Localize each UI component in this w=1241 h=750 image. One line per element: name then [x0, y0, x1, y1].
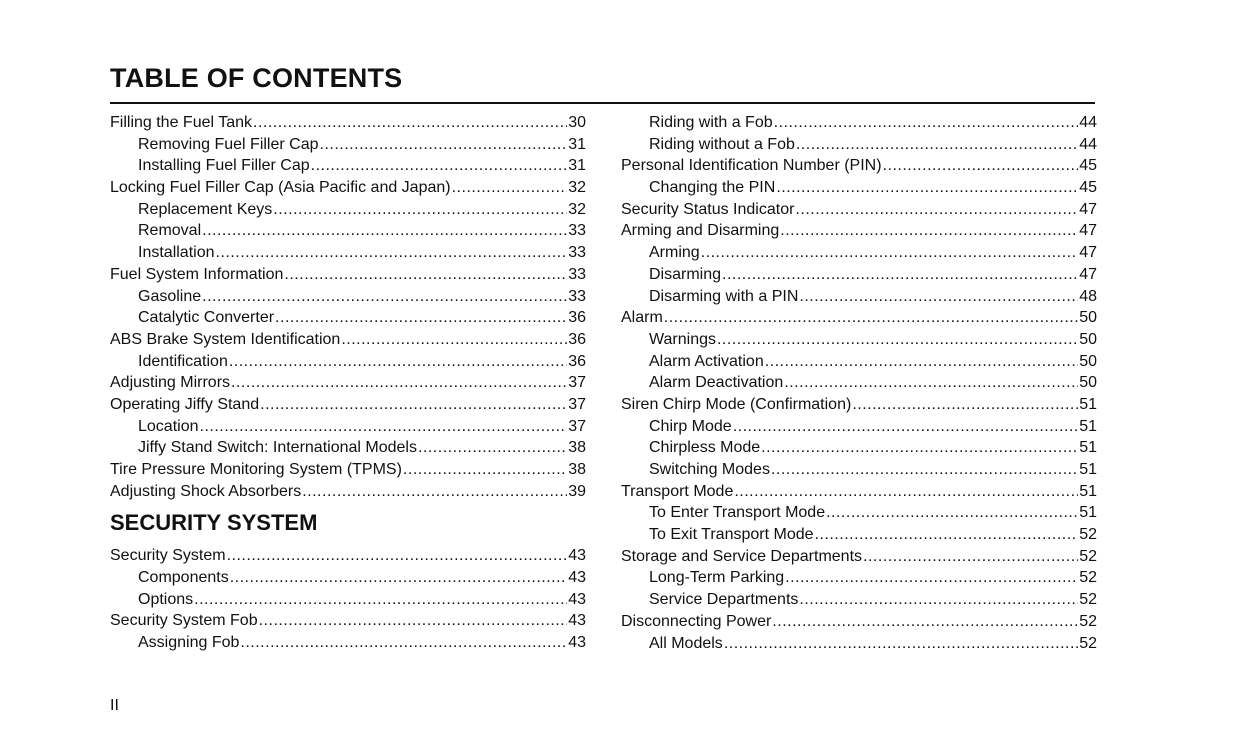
- toc-entry-label: Siren Chirp Mode (Confirmation): [621, 395, 852, 413]
- toc-entry[interactable]: [621, 546, 1097, 568]
- toc-entry-page: 51: [1079, 395, 1097, 413]
- toc-entry-page: 47: [1079, 265, 1097, 283]
- dot-leader: [230, 567, 567, 589]
- toc-entry[interactable]: [110, 459, 586, 481]
- toc-entry[interactable]: [110, 567, 586, 589]
- toc-entry-label: Chirpless Mode: [649, 439, 761, 457]
- toc-entry-page: 52: [1079, 569, 1097, 587]
- toc-entry[interactable]: [621, 351, 1097, 373]
- toc-entry[interactable]: [621, 242, 1097, 264]
- dot-leader: [883, 155, 1079, 177]
- toc-entry-page: 47: [1079, 244, 1097, 262]
- toc-entry-label: Installing Fuel Filler Cap: [138, 157, 310, 175]
- toc-entry-label: Security System: [110, 547, 226, 565]
- toc-entry-label: Chirp Mode: [649, 417, 732, 435]
- toc-entry-label: Riding without a Fob: [649, 135, 795, 153]
- toc-entry[interactable]: [110, 437, 586, 459]
- toc-entry-page: 33: [568, 265, 586, 283]
- toc-entry[interactable]: [110, 632, 586, 654]
- toc-entry-page: 50: [1079, 374, 1097, 392]
- toc-entry-page: 36: [568, 330, 586, 348]
- toc-entry[interactable]: [110, 134, 586, 156]
- toc-entry-label: Installation: [138, 244, 215, 262]
- toc-entry-page: 33: [568, 244, 586, 262]
- toc-entry[interactable]: [621, 112, 1097, 134]
- toc-entry-page: 43: [568, 590, 586, 608]
- dot-leader: [795, 199, 1078, 221]
- toc-entry[interactable]: [110, 351, 586, 373]
- dot-leader: [799, 286, 1078, 308]
- dot-leader: [664, 307, 1078, 329]
- toc-entry-page: 36: [568, 352, 586, 370]
- toc-entry[interactable]: [110, 589, 586, 611]
- dot-leader: [202, 286, 567, 308]
- dot-leader: [311, 155, 568, 177]
- toc-entry-page: 51: [1079, 482, 1097, 500]
- toc-entry-label: Options: [138, 590, 194, 608]
- toc-entry-page: 36: [568, 309, 586, 327]
- toc-entry-page: 33: [568, 287, 586, 305]
- toc-entry-label: Components: [138, 569, 229, 587]
- toc-entry[interactable]: [621, 437, 1097, 459]
- toc-entry[interactable]: [621, 134, 1097, 156]
- toc-entry[interactable]: [110, 242, 586, 264]
- toc-entry-page: 45: [1079, 179, 1097, 197]
- toc-entry-page: 30: [568, 114, 586, 131]
- toc-entry-page: 48: [1079, 287, 1097, 305]
- toc-entry-label: Gasoline: [138, 287, 202, 305]
- toc-entry[interactable]: [621, 502, 1097, 524]
- toc-entry-label: Security Status Indicator: [621, 200, 795, 218]
- toc-entry-label: Adjusting Mirrors: [110, 374, 231, 392]
- dot-leader: [302, 481, 567, 503]
- toc-entry[interactable]: [110, 220, 586, 242]
- toc-entry-page: 52: [1079, 547, 1097, 565]
- dot-leader: [815, 524, 1079, 546]
- dot-leader: [194, 589, 567, 611]
- toc-entry[interactable]: [110, 481, 586, 503]
- toc-entry[interactable]: [110, 112, 586, 134]
- toc-entry[interactable]: [110, 372, 586, 394]
- toc-entry[interactable]: [621, 633, 1097, 655]
- toc-entry[interactable]: [110, 307, 586, 329]
- toc-entry[interactable]: [110, 155, 586, 177]
- toc-entry-label: Catalytic Converter: [138, 309, 275, 327]
- toc-entry[interactable]: [110, 199, 586, 221]
- toc-entry-page: 33: [568, 222, 586, 240]
- toc-entry-label: Disarming with a PIN: [649, 287, 799, 305]
- toc-entry-label: Identification: [138, 352, 228, 370]
- toc-entry-page: 50: [1079, 352, 1097, 370]
- toc-entry-label: Personal Identification Number (PIN): [621, 157, 882, 175]
- toc-entry-page: 38: [568, 461, 586, 478]
- toc-entry-label: Replacement Keys: [138, 200, 273, 218]
- toc-entry-label: Removal: [138, 222, 202, 240]
- toc-entry[interactable]: [110, 394, 586, 416]
- toc-entry-label: Adjusting Shock Absorbers: [110, 482, 302, 500]
- dot-leader: [796, 134, 1078, 156]
- toc-entry[interactable]: [621, 199, 1097, 221]
- toc-entry-page: 32: [568, 179, 586, 197]
- toc-entry-label: Removing Fuel Filler Cap: [138, 135, 319, 153]
- toc-entry[interactable]: [621, 286, 1097, 308]
- dot-leader: [765, 351, 1078, 373]
- toc-entry-page: 43: [568, 634, 586, 652]
- dot-leader: [216, 242, 568, 264]
- section-heading: SECURITY SYSTEM: [110, 510, 318, 536]
- toc-entry[interactable]: [110, 610, 586, 632]
- toc-entry-label: Riding with a Fob: [649, 114, 773, 131]
- toc-entry-label: Locking Fuel Filler Cap (Asia Pacific and Japan): [110, 179, 451, 197]
- toc-entry-label: Alarm Activation: [649, 352, 764, 370]
- toc-entry-label: Transport Mode: [621, 482, 734, 500]
- toc-entry-label: All Models: [649, 634, 723, 652]
- toc-entry-label: Long-Term Parking: [649, 569, 785, 587]
- toc-entry[interactable]: [621, 567, 1097, 589]
- toc-entry[interactable]: [110, 545, 586, 567]
- toc-entry[interactable]: [621, 611, 1097, 633]
- dot-leader: [826, 502, 1078, 524]
- dot-leader: [785, 567, 1078, 589]
- toc-entry-label: Disarming: [649, 265, 722, 283]
- toc-entry-label: Switching Modes: [649, 461, 770, 478]
- toc-entry-page: 45: [1079, 157, 1097, 175]
- toc-entry-label: Changing the PIN: [649, 179, 776, 197]
- dot-leader: [717, 329, 1078, 351]
- toc-entry-page: 43: [568, 612, 586, 630]
- toc-entry[interactable]: [621, 394, 1097, 416]
- toc-entry-page: 52: [1079, 612, 1097, 630]
- page-number: II: [110, 697, 119, 714]
- toc-entry-page: 52: [1079, 634, 1097, 652]
- dot-leader: [799, 589, 1078, 611]
- dot-leader: [240, 632, 567, 654]
- toc-entry-label: Alarm Deactivation: [649, 374, 784, 392]
- toc-entry-page: 50: [1079, 330, 1097, 348]
- toc-entry-label: Arming and Disarming: [621, 222, 780, 240]
- toc-entry[interactable]: [621, 177, 1097, 199]
- toc-entry-label: Assigning Fob: [138, 634, 240, 652]
- toc-entry-label: Operating Jiffy Stand: [110, 395, 260, 413]
- toc-left-column: [110, 112, 586, 654]
- toc-entry-page: 43: [568, 569, 586, 587]
- dot-leader: [772, 611, 1078, 633]
- toc-entry-page: 50: [1079, 309, 1097, 327]
- toc-entry-page: 44: [1079, 114, 1097, 131]
- toc-entry-label: Security System Fob: [110, 612, 258, 630]
- dot-leader: [452, 177, 568, 199]
- toc-entry-page: 31: [568, 135, 586, 153]
- toc-entry[interactable]: [621, 589, 1097, 611]
- toc-entry-label: Storage and Service Departments: [621, 547, 863, 565]
- toc-entry-page: 39: [568, 482, 586, 500]
- toc-right-column: [621, 112, 1097, 654]
- toc-entry-page: 31: [568, 157, 586, 175]
- toc-entry-page: 32: [568, 200, 586, 218]
- toc-entry-label: Jiffy Stand Switch: International Models: [138, 439, 417, 457]
- toc-entry-label: ABS Brake System Identification: [110, 330, 341, 348]
- toc-entry[interactable]: [621, 220, 1097, 242]
- toc-entry-label: Arming: [649, 244, 700, 262]
- toc-entry-page: 43: [568, 547, 586, 565]
- dot-leader: [722, 264, 1078, 286]
- toc-entry[interactable]: [621, 372, 1097, 394]
- dot-leader: [231, 372, 567, 394]
- toc-list-left-a: [110, 112, 586, 502]
- toc-entry-label: Alarm: [621, 309, 663, 327]
- dot-leader: [852, 394, 1078, 416]
- toc-entry[interactable]: [110, 329, 586, 351]
- toc-entry-page: 51: [1079, 504, 1097, 522]
- toc-entry[interactable]: [110, 286, 586, 308]
- toc-entry[interactable]: [110, 177, 586, 199]
- toc-entry[interactable]: [621, 416, 1097, 438]
- toc-entry-page: 47: [1079, 200, 1097, 218]
- toc-entry[interactable]: [621, 264, 1097, 286]
- dot-leader: [863, 546, 1078, 568]
- toc-entry-page: 51: [1079, 461, 1097, 478]
- dot-leader: [774, 112, 1079, 134]
- toc-entry-page: 44: [1079, 135, 1097, 153]
- toc-entry[interactable]: [621, 155, 1097, 177]
- page-title: TABLE OF CONTENTS: [110, 63, 403, 93]
- toc-entry[interactable]: [621, 481, 1097, 503]
- toc-entry-label: Service Departments: [649, 591, 799, 609]
- toc-entry-page: 51: [1079, 439, 1097, 457]
- dot-leader: [724, 633, 1078, 655]
- toc-entry-page: 37: [568, 374, 586, 392]
- toc-list-right: [621, 112, 1097, 654]
- toc-entry-label: Filling the Fuel Tank: [110, 114, 252, 131]
- dot-leader: [780, 220, 1078, 242]
- dot-leader: [734, 481, 1078, 503]
- dot-leader: [227, 545, 568, 567]
- dot-leader: [253, 112, 567, 134]
- toc-entry-page: 52: [1079, 591, 1097, 609]
- toc-list-left-b: [110, 545, 586, 653]
- dot-leader: [403, 459, 567, 481]
- dot-leader: [275, 307, 567, 329]
- toc-entry-page: 38: [568, 439, 586, 457]
- toc-entry[interactable]: [110, 264, 586, 286]
- toc-entry-page: 52: [1079, 526, 1097, 544]
- dot-leader: [341, 329, 567, 351]
- toc-entry[interactable]: [621, 459, 1097, 481]
- dot-leader: [229, 351, 567, 373]
- dot-leader: [776, 177, 1078, 199]
- toc-entry-page: 37: [568, 395, 586, 413]
- dot-leader: [320, 134, 568, 156]
- toc-entry-page: 51: [1079, 417, 1097, 435]
- toc-entry[interactable]: [621, 307, 1097, 329]
- toc-entry-label: Fuel System Information: [110, 265, 284, 283]
- toc-entry[interactable]: [621, 524, 1097, 546]
- dot-leader: [784, 372, 1078, 394]
- dot-leader: [202, 220, 567, 242]
- toc-entry[interactable]: [110, 416, 586, 438]
- dot-leader: [771, 459, 1078, 481]
- title-divider: [110, 102, 1095, 104]
- toc-entry-label: To Enter Transport Mode: [649, 504, 826, 522]
- toc-entry-label: Location: [138, 417, 199, 435]
- dot-leader: [284, 264, 567, 286]
- dot-leader: [273, 199, 567, 221]
- toc-entry-label: Tire Pressure Monitoring System (TPMS): [110, 461, 402, 478]
- toc-entry-page: 37: [568, 417, 586, 435]
- dot-leader: [200, 416, 568, 438]
- dot-leader: [260, 394, 567, 416]
- dot-leader: [259, 610, 568, 632]
- toc-entry[interactable]: [621, 329, 1097, 351]
- toc-entry-page: 47: [1079, 222, 1097, 240]
- dot-leader: [701, 242, 1079, 264]
- dot-leader: [761, 437, 1078, 459]
- toc-entry-label: To Exit Transport Mode: [649, 526, 814, 544]
- dot-leader: [418, 437, 567, 459]
- toc-entry-label: Warnings: [649, 330, 716, 348]
- toc-entry-label: Disconnecting Power: [621, 612, 772, 630]
- dot-leader: [733, 416, 1079, 438]
